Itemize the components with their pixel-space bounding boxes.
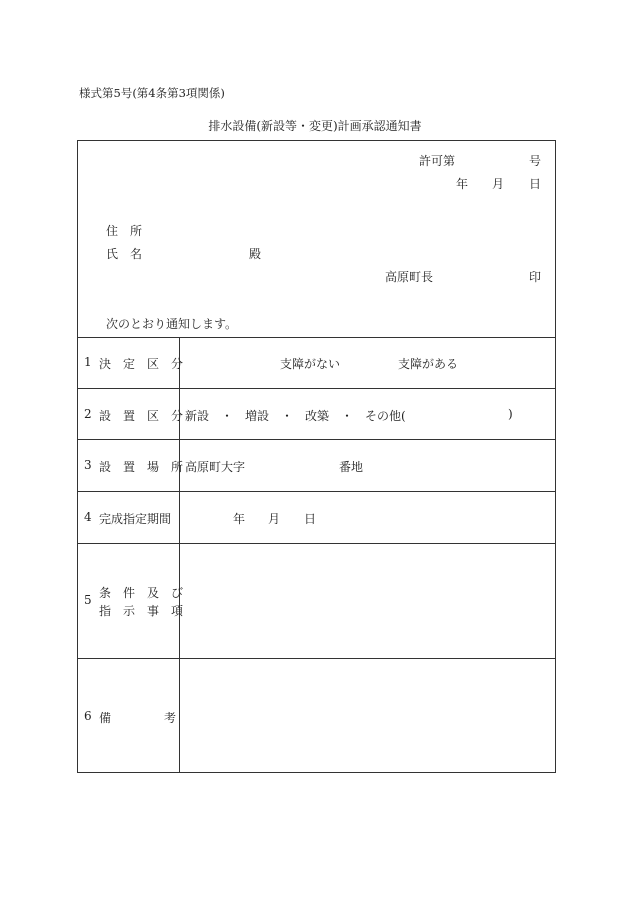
installation-other-close: ) bbox=[508, 407, 513, 421]
row-divider bbox=[78, 388, 555, 389]
row-1-label: 決 定 区 分 bbox=[99, 357, 184, 371]
row-divider bbox=[78, 439, 555, 440]
column-divider bbox=[179, 337, 180, 772]
notice-text: 次のとおり通知します。 bbox=[106, 317, 238, 331]
address-label: 住 所 bbox=[106, 224, 143, 238]
completion-day: 日 bbox=[304, 512, 317, 526]
location-prefix: 高原町大字 bbox=[185, 460, 246, 474]
decision-no-obstacle: 支障がない bbox=[280, 357, 341, 371]
form-table bbox=[77, 140, 556, 773]
form-number: 様式第5号(第4条第3項関係) bbox=[79, 86, 225, 100]
date-day: 日 bbox=[529, 177, 542, 191]
row-4-label: 完成指定期間 bbox=[99, 512, 172, 526]
row-3-label: 設 置 場 所 bbox=[99, 460, 184, 474]
row-divider bbox=[78, 337, 555, 338]
mayor-title: 高原町長 bbox=[385, 270, 434, 284]
seal-mark: 印 bbox=[529, 270, 542, 284]
document-title: 排水設備(新設等・変更)計画承認通知書 bbox=[208, 119, 422, 133]
row-2-label: 設 置 区 分 bbox=[99, 409, 184, 423]
row-1-number: 1 bbox=[84, 355, 92, 369]
row-divider bbox=[78, 491, 555, 492]
location-suffix: 番地 bbox=[339, 460, 364, 474]
completion-year: 年 bbox=[233, 512, 246, 526]
row-divider bbox=[78, 543, 555, 544]
row-6-number: 6 bbox=[84, 709, 92, 723]
row-6-label-left: 備 bbox=[99, 711, 112, 725]
date-month: 月 bbox=[492, 177, 505, 191]
row-4-number: 4 bbox=[84, 510, 92, 524]
row-5-label-line2: 指 示 事 項 bbox=[99, 604, 184, 618]
row-2-number: 2 bbox=[84, 407, 92, 421]
installation-types: 新設 ・ 増設 ・ 改築 ・ その他( bbox=[185, 409, 406, 423]
row-3-number: 3 bbox=[84, 458, 92, 472]
row-5-number: 5 bbox=[84, 593, 92, 607]
completion-month: 月 bbox=[268, 512, 281, 526]
row-6-label-right: 考 bbox=[164, 711, 177, 725]
row-divider bbox=[78, 658, 555, 659]
date-year: 年 bbox=[456, 177, 469, 191]
row-5-label-line1: 条 件 及 び bbox=[99, 586, 184, 600]
name-label: 氏 名 bbox=[106, 247, 143, 261]
permit-suffix: 号 bbox=[529, 154, 542, 168]
honorific: 殿 bbox=[249, 247, 262, 261]
permit-prefix: 許可第 bbox=[419, 154, 456, 168]
decision-obstacle: 支障がある bbox=[398, 357, 459, 371]
